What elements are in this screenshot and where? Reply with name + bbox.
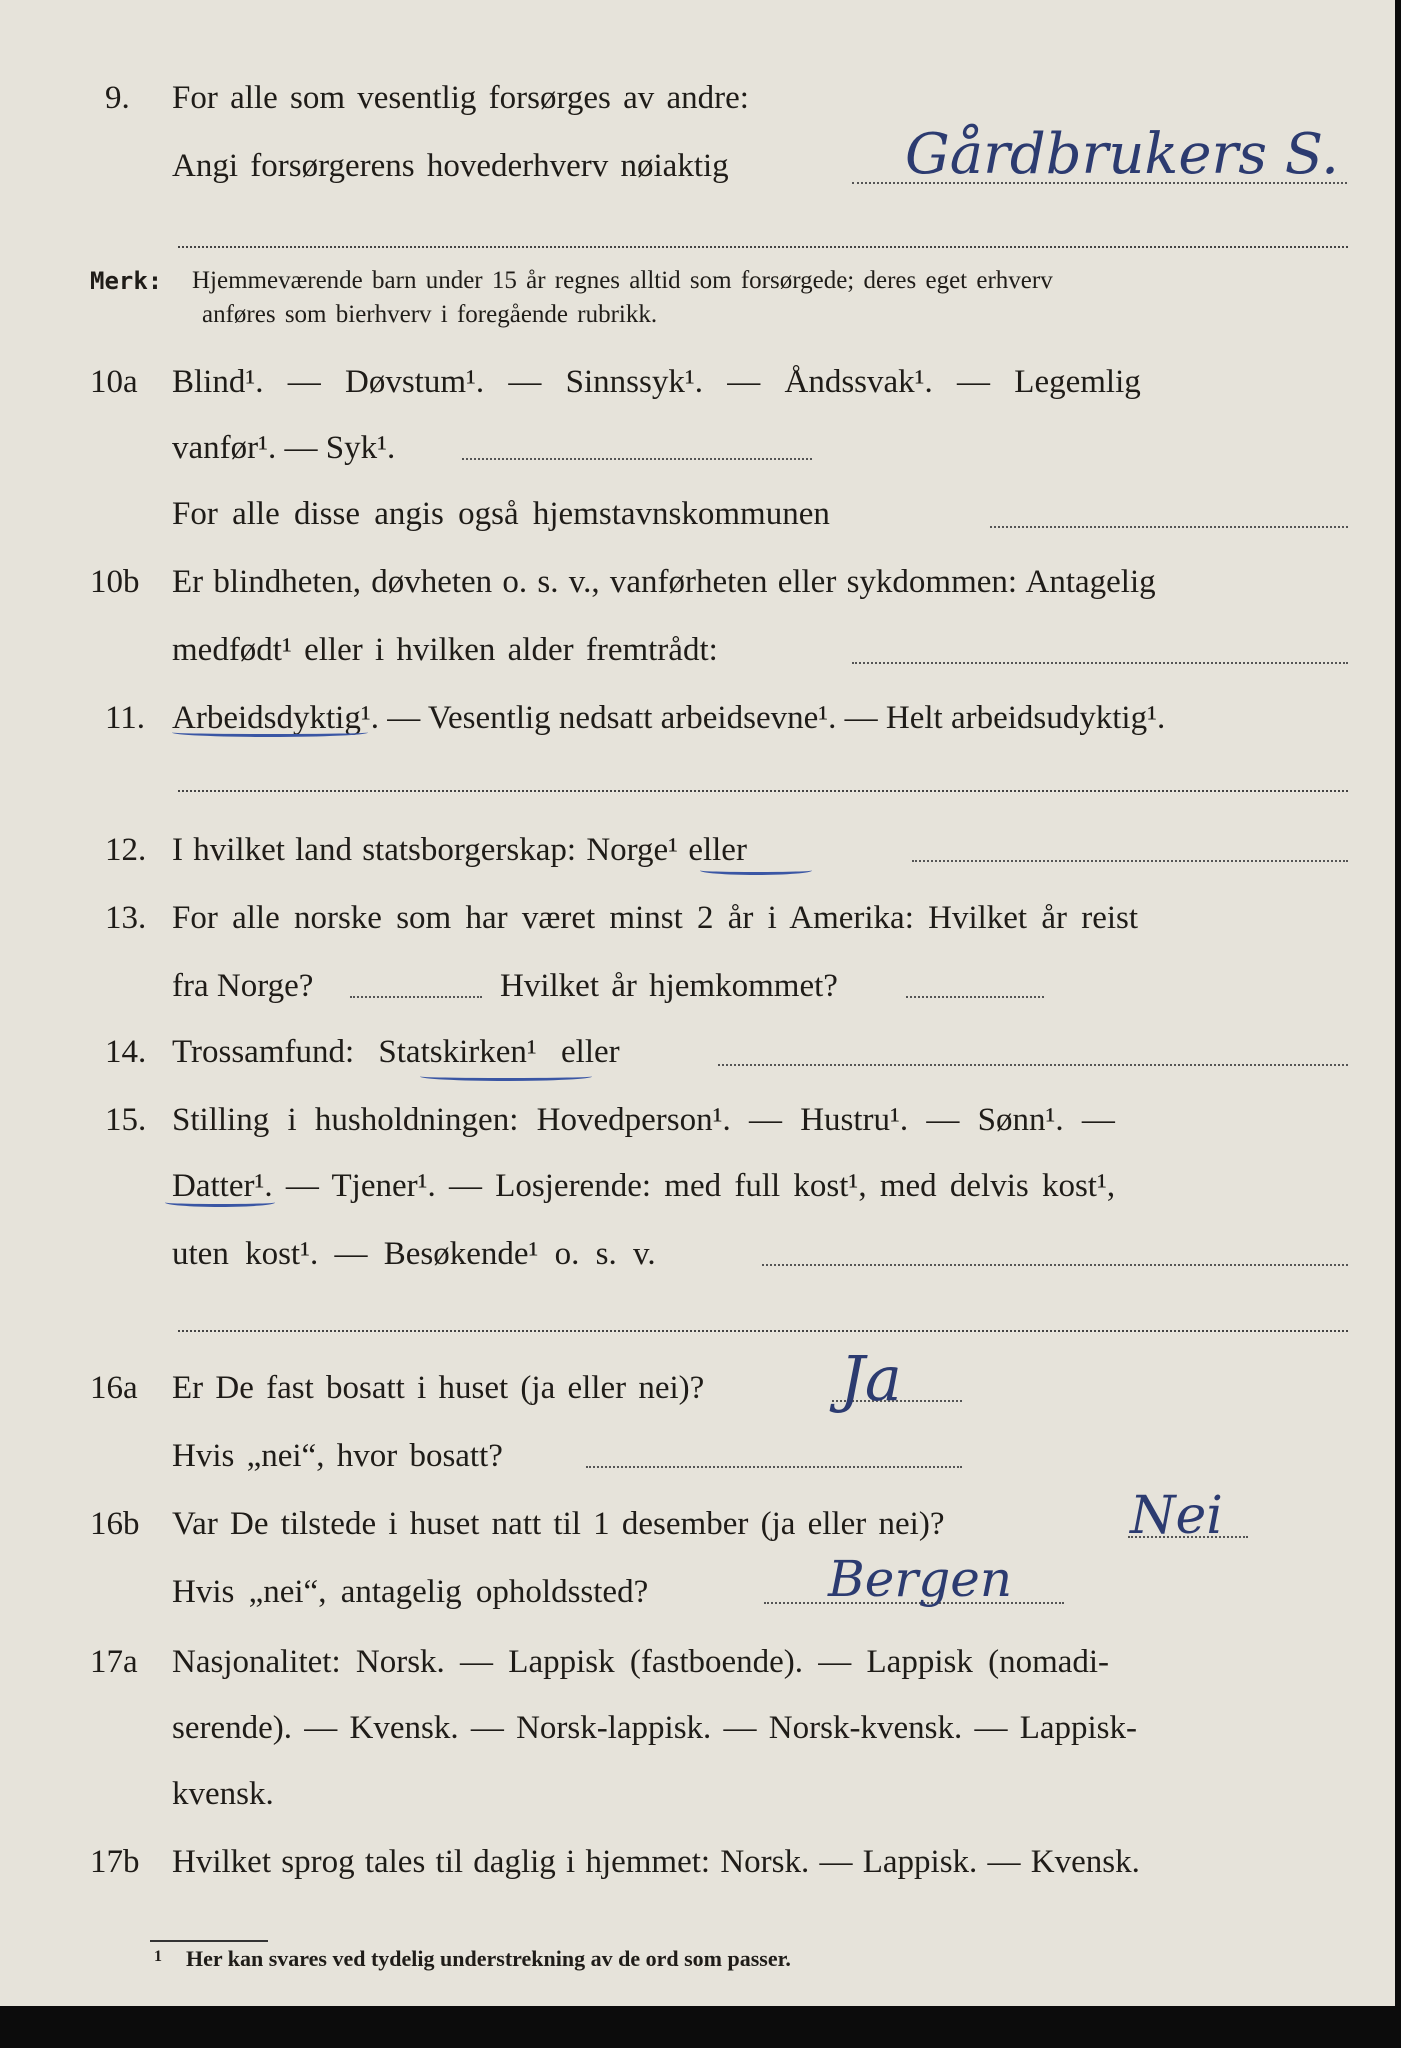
- item-number: 16a: [90, 1370, 138, 1406]
- handwritten-answer: Gårdbrukers S.: [905, 122, 1339, 187]
- pen-underline: [700, 866, 812, 875]
- question-text: Hvis „nei“, antagelig opholdssted?: [172, 1574, 649, 1610]
- item-number: 13.: [105, 900, 147, 936]
- question-text: For alle som vesentlig forsørges av andre:: [172, 80, 749, 116]
- item-number: 12.: [105, 832, 147, 868]
- question-text: Var De tilstede i huset natt til 1 desember (ja eller nei)?: [172, 1506, 945, 1542]
- item-number: 15.: [105, 1102, 147, 1138]
- answer-line: [586, 1466, 962, 1468]
- answer-line: [990, 526, 1348, 528]
- question-text: For alle disse angis også hjemstavnskommunen: [172, 496, 830, 532]
- answer-line: [178, 1330, 1348, 1332]
- answer-line: [852, 662, 1348, 664]
- question-text: Blind¹. — Døvstum¹. — Sinnssyk¹. — Åndssvak¹. — Legemlig: [172, 364, 1141, 400]
- answer-line: [462, 458, 812, 460]
- question-text: kvensk.: [172, 1776, 274, 1812]
- handwritten-answer: Ja: [840, 1342, 902, 1415]
- note-text: Hjemmeværende barn under 15 år regnes alltid som forsørgede; deres eget erhverv: [192, 267, 1053, 294]
- answer-line: [762, 1264, 1348, 1266]
- handwritten-answer: Nei: [1130, 1486, 1223, 1546]
- footnote-rule: [150, 1940, 268, 1942]
- note-text: anføres som bierhverv i foregående rubrikk.: [202, 301, 658, 328]
- answer-line: [912, 860, 1348, 862]
- question-text: For alle norske som har været minst 2 år i Amerika: Hvilket år reist: [172, 900, 1139, 936]
- item-number: 10b: [90, 564, 140, 600]
- pen-underline: [165, 1198, 275, 1207]
- question-text: serende). — Kvensk. — Norsk-lappisk. — Norsk-kvensk. — Lappisk-: [172, 1710, 1138, 1746]
- item-number: 9.: [105, 80, 130, 116]
- answer-line: [906, 996, 1044, 998]
- answer-line: [178, 246, 1348, 248]
- answer-line: [178, 790, 1348, 792]
- footnote-marker: 1: [154, 1948, 162, 1965]
- item-number: 17a: [90, 1644, 138, 1680]
- item-number: 10a: [90, 364, 138, 400]
- footnote-text: Her kan svares ved tydelig understrekning av de ord som passer.: [186, 1946, 791, 1971]
- question-text: Datter¹. — Tjener¹. — Losjerende: med full kost¹, med delvis kost¹,: [172, 1168, 1116, 1204]
- item-number: 16b: [90, 1506, 140, 1542]
- question-text: Stilling i husholdningen: Hovedperson¹. — Hustru¹. — Sønn¹. —: [172, 1102, 1115, 1138]
- question-text: Hvilket sprog tales til daglig i hjemmet: Norsk. — Lappisk. — Kvensk.: [172, 1844, 1140, 1880]
- question-text: Hvis „nei“, hvor bosatt?: [172, 1438, 503, 1474]
- item-number: 17b: [90, 1844, 140, 1880]
- question-text: vanfør¹. — Syk¹.: [172, 430, 396, 466]
- question-text: fra Norge?: [172, 968, 314, 1004]
- handwritten-answer: Bergen: [828, 1550, 1013, 1608]
- item-number: 11.: [105, 700, 146, 736]
- question-text: Angi forsørgerens hovederhverv nøiaktig: [172, 148, 729, 184]
- question-text: Arbeidsdyktig¹. — Vesentlig nedsatt arbeidsevne¹. — Helt arbeidsudyktig¹.: [172, 700, 1166, 736]
- note-label: Merk:: [90, 267, 163, 295]
- question-text: Nasjonalitet: Norsk. — Lappisk (fastboende). — Lappisk (nomadi-: [172, 1644, 1110, 1680]
- question-text: I hvilket land statsborgerskap: Norge¹ eller: [172, 832, 747, 868]
- pen-underline: [420, 1072, 592, 1081]
- question-text: Er De fast bosatt i huset (ja eller nei)?: [172, 1370, 705, 1406]
- item-number: 14.: [105, 1034, 147, 1070]
- question-text: Er blindheten, døvheten o. s. v., vanførheten eller sykdommen: Antagelig: [172, 564, 1156, 600]
- answer-line: [350, 996, 482, 998]
- question-text: uten kost¹. — Besøkende¹ o. s. v.: [172, 1236, 656, 1272]
- answer-line: [718, 1064, 1348, 1066]
- question-text: Trossamfund: Statskirken¹ eller: [172, 1034, 620, 1070]
- pen-underline: [172, 728, 368, 737]
- question-text: Hvilket år hjemkommet?: [500, 968, 838, 1004]
- question-text: medfødt¹ eller i hvilken alder fremtrådt:: [172, 632, 718, 668]
